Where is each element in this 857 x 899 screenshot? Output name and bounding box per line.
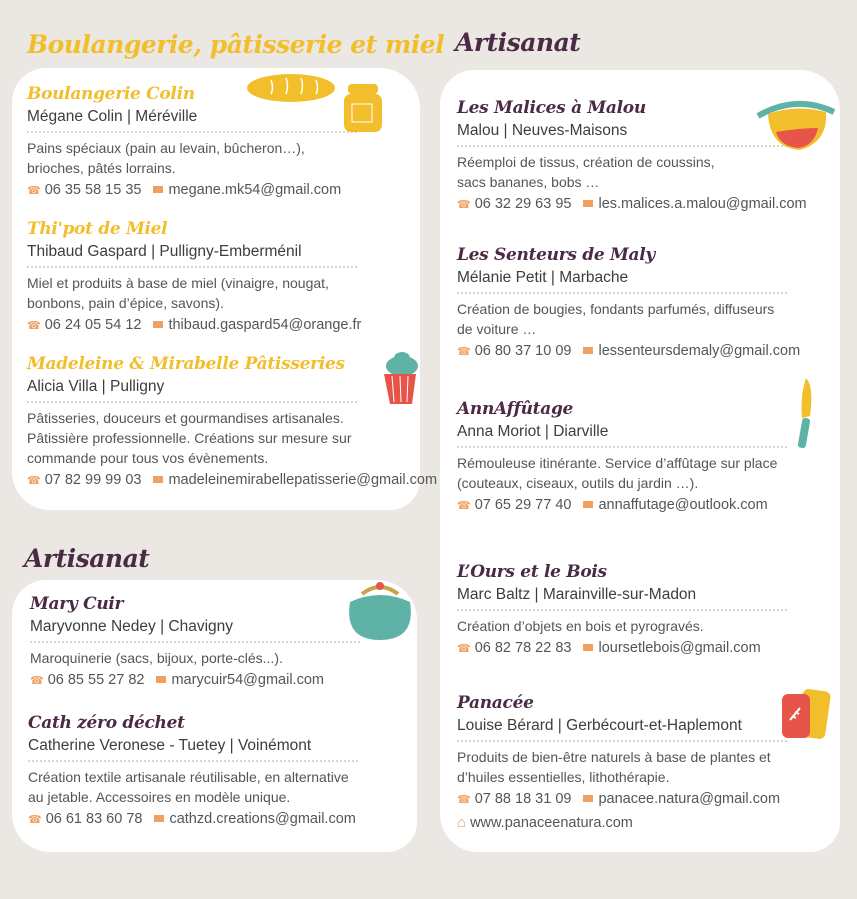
email-link[interactable]: thibaud.gaspard54@orange.fr bbox=[168, 317, 362, 333]
purse-icon bbox=[344, 580, 416, 642]
vendor-entry bbox=[457, 560, 847, 660]
mail-icon bbox=[153, 476, 163, 483]
contact-line bbox=[457, 193, 847, 216]
vendor-person-location: Marc Baltz | Marainville-sur-Madon bbox=[457, 586, 697, 603]
phone-icon: ☎ bbox=[457, 500, 471, 512]
phone-number[interactable]: 07 82 99 99 03 bbox=[44, 472, 142, 488]
contact-line bbox=[27, 179, 417, 202]
dotted-divider bbox=[30, 641, 360, 643]
fanny-pack-icon bbox=[756, 98, 836, 156]
vendor-name: Les Senteurs de Maly bbox=[457, 245, 655, 265]
vendor-person-location: Alicia Villa | Pulligny bbox=[27, 378, 165, 395]
email-link[interactable]: les.malices.a.malou@gmail.com bbox=[598, 196, 807, 212]
email-link[interactable]: annaffutage@outlook.com bbox=[598, 497, 768, 513]
vendor-person-location: Thibaud Gaspard | Pulligny-Emberménil bbox=[27, 243, 302, 260]
phone-icon: ☎ bbox=[457, 794, 471, 806]
contact-line bbox=[457, 788, 847, 811]
dotted-divider bbox=[28, 760, 358, 762]
vendor-name: Madeleine & Mirabelle Pâtisseries bbox=[27, 354, 345, 374]
vendor-person-location: Mélanie Petit | Marbache bbox=[457, 269, 629, 286]
vendor-person-location: Malou | Neuves-Maisons bbox=[457, 122, 628, 139]
section-title-crafts-left: Artisanat bbox=[24, 544, 150, 573]
email-link[interactable]: madeleinemirabellepatisserie@gmail.com bbox=[168, 472, 438, 488]
phone-number[interactable]: 06 24 05 54 12 bbox=[44, 317, 142, 333]
phone-number[interactable]: 06 32 29 63 95 bbox=[474, 196, 572, 212]
contact-line bbox=[457, 637, 847, 660]
vendor-name: Panacée bbox=[457, 693, 534, 713]
dotted-divider bbox=[457, 446, 787, 448]
mail-icon bbox=[154, 815, 164, 822]
mail-icon bbox=[153, 321, 163, 328]
dotted-divider bbox=[457, 145, 787, 147]
contact-line bbox=[27, 469, 438, 492]
phone-icon: ☎ bbox=[30, 675, 44, 687]
vendor-name: Mary Cuir bbox=[30, 594, 124, 614]
section-title-bakery: Boulangerie, pâtisserie et miel bbox=[27, 30, 445, 59]
phone-icon: ☎ bbox=[457, 643, 471, 655]
dotted-divider bbox=[27, 266, 357, 268]
vendor-description: Création d’objets en bois et pyrogravés. bbox=[457, 618, 704, 634]
vendor-entry bbox=[457, 397, 847, 517]
vendor-description: Pains spéciaux (pain au levain, bûcheron…), brioches, pâtés lorrains. bbox=[27, 140, 305, 176]
vendor-description: Produits de bien-être naturels à base de plantes et d’huiles essentielles, lithothérapie. bbox=[457, 749, 771, 785]
mail-icon bbox=[153, 186, 163, 193]
vendor-description: Réemploi de tissus, création de coussins, sacs bananes, bobs … bbox=[457, 154, 715, 190]
mail-icon bbox=[156, 676, 166, 683]
phone-number[interactable]: 07 88 18 31 09 bbox=[474, 791, 572, 807]
dotted-divider bbox=[457, 609, 787, 611]
dotted-divider bbox=[457, 292, 787, 294]
vendor-person-location: Anna Moriot | Diarville bbox=[457, 423, 609, 440]
website-line bbox=[457, 812, 847, 834]
dotted-divider bbox=[27, 131, 357, 133]
vendor-entry bbox=[457, 243, 847, 363]
dotted-divider bbox=[457, 740, 787, 742]
vendor-entry bbox=[28, 711, 418, 831]
vendor-person-location: Catherine Veronese - Tuetey | Voinémont bbox=[28, 737, 312, 754]
vendor-name: L’Ours et le Bois bbox=[457, 562, 607, 582]
phone-number[interactable]: 06 82 78 22 83 bbox=[474, 640, 572, 656]
phone-number[interactable]: 06 35 58 15 35 bbox=[44, 182, 142, 198]
website-link[interactable]: www.panaceenatura.com bbox=[470, 815, 633, 831]
phone-icon: ☎ bbox=[27, 320, 41, 332]
contact-line bbox=[457, 494, 847, 517]
email-link[interactable]: marycuir54@gmail.com bbox=[171, 672, 324, 688]
vendor-name: Les Malices à Malou bbox=[457, 98, 646, 118]
phone-icon: ☎ bbox=[28, 814, 42, 826]
phone-icon: ☎ bbox=[27, 475, 41, 487]
vendor-name: Boulangerie Colin bbox=[27, 84, 195, 104]
email-link[interactable]: cathzd.creations@gmail.com bbox=[169, 811, 356, 827]
mail-icon bbox=[583, 644, 593, 651]
contact-line bbox=[28, 808, 418, 831]
knife-icon bbox=[790, 376, 816, 452]
contact-line bbox=[30, 669, 420, 692]
vendor-name: Cath zéro déchet bbox=[28, 713, 185, 733]
vendor-description: Rémouleuse itinérante. Service d’affûtage sur place (couteaux, ciseaux, outils du jardin …). bbox=[457, 455, 778, 491]
vendor-description: Maroquinerie (sacs, bijoux, porte-clés...). bbox=[30, 650, 283, 666]
mail-icon bbox=[583, 795, 593, 802]
phone-number[interactable]: 06 85 55 27 82 bbox=[47, 672, 145, 688]
honey-jar-icon bbox=[342, 82, 384, 134]
section-title-crafts-right: Artisanat bbox=[455, 28, 581, 57]
home-icon: ⌂ bbox=[457, 814, 467, 831]
vendor-person-location: Louise Bérard | Gerbécourt-et-Haplemont bbox=[457, 717, 742, 734]
phone-icon: ☎ bbox=[27, 185, 41, 197]
contact-line bbox=[27, 314, 417, 337]
vendor-person-location: Mégane Colin | Méréville bbox=[27, 108, 198, 125]
vendor-entry bbox=[27, 352, 438, 492]
email-link[interactable]: panacee.natura@gmail.com bbox=[598, 791, 781, 807]
vendor-person-location: Maryvonne Nedey | Chavigny bbox=[30, 618, 234, 635]
email-link[interactable]: loursetlebois@gmail.com bbox=[598, 640, 761, 656]
vendor-description: Création textile artisanale réutilisable, en alternative au jetable. Accessoires en modèle unique. bbox=[28, 769, 349, 805]
bread-icon bbox=[246, 72, 336, 104]
jars-icon bbox=[778, 686, 832, 742]
mail-icon bbox=[583, 347, 593, 354]
phone-icon: ☎ bbox=[457, 346, 471, 358]
phone-number[interactable]: 06 80 37 10 09 bbox=[474, 343, 572, 359]
email-link[interactable]: megane.mk54@gmail.com bbox=[168, 182, 342, 198]
vendor-name: Thi'pot de Miel bbox=[27, 219, 168, 239]
vendor-entry bbox=[27, 217, 417, 337]
mail-icon bbox=[583, 501, 593, 508]
vendor-description: Miel et produits à base de miel (vinaigre, nougat, bonbons, pain d’épice, savons). bbox=[27, 275, 329, 311]
vendor-description: Pâtisseries, douceurs et gourmandises artisanales. Pâtissière professionnelle. Créations sur mesure sur commande pour tous vos évènements. bbox=[27, 410, 352, 466]
contact-line bbox=[457, 340, 847, 363]
cupcake-icon bbox=[380, 350, 420, 406]
phone-number[interactable]: 07 65 29 77 40 bbox=[474, 497, 572, 513]
vendor-name: AnnAffûtage bbox=[457, 399, 574, 419]
vendor-description: Création de bougies, fondants parfumés, diffuseurs de voiture … bbox=[457, 301, 775, 337]
dotted-divider bbox=[27, 401, 357, 403]
email-link[interactable]: lessenteursdemaly@gmail.com bbox=[598, 343, 801, 359]
mail-icon bbox=[583, 200, 593, 207]
phone-icon: ☎ bbox=[457, 199, 471, 211]
phone-number[interactable]: 06 61 83 60 78 bbox=[45, 811, 143, 827]
